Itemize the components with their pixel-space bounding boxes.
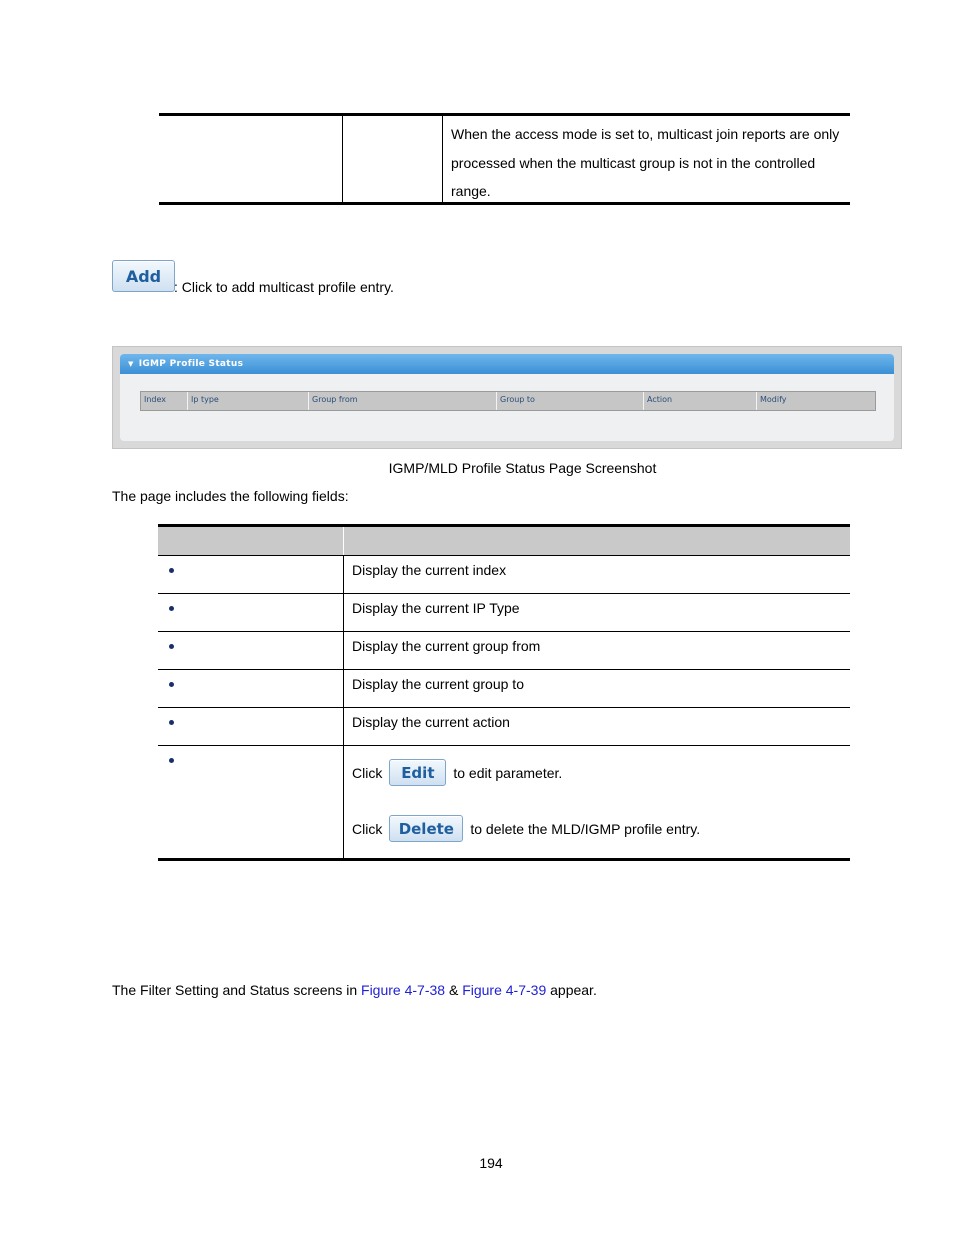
filter-suffix: appear. [550, 982, 597, 998]
column-header-index: Index [141, 392, 188, 410]
field-description: Display the current IP Type [352, 600, 520, 616]
table-bottom-rule [159, 202, 850, 205]
column-header-group-to: Group to [497, 392, 644, 410]
table-cell-object [159, 116, 343, 202]
table-bottom-rule [158, 858, 850, 861]
bullet-icon [169, 758, 174, 763]
column-header-group-from: Group from [309, 392, 497, 410]
table-cell-description: When the access mode is set to, multicast join reports are only processed when the multicast group is not in the controlled range. [451, 126, 840, 199]
igmp-profile-status-screenshot [112, 346, 902, 449]
bullet-cell [158, 594, 344, 631]
filter-paragraph [112, 982, 597, 998]
field-description: Display the current action [352, 714, 510, 730]
table-row [158, 669, 850, 707]
delete-line [352, 815, 700, 842]
column-header-ip-type: Ip type [188, 392, 309, 410]
click-label: Click [352, 820, 383, 837]
bullet-icon [169, 644, 174, 649]
table-row [158, 707, 850, 745]
header-cell-object [158, 527, 344, 555]
bullet-icon [169, 682, 174, 687]
page-number: 194 [479, 1155, 503, 1171]
edit-button[interactable]: Edit [389, 759, 446, 786]
bullet-cell [158, 670, 344, 707]
table-row [158, 631, 850, 669]
edit-line [352, 759, 562, 786]
field-description: Display the current group from [352, 638, 541, 654]
collapse-triangle-icon[interactable]: ▼ [128, 360, 134, 368]
panel [120, 354, 894, 441]
add-button[interactable]: Add [112, 260, 175, 292]
figure-link-39[interactable]: Figure 4-7-39 [462, 982, 547, 998]
bullet-cell [158, 556, 344, 593]
column-header-modify: Modify [760, 395, 787, 404]
delete-button[interactable]: Delete [389, 815, 463, 842]
panel-titlebar [120, 354, 894, 374]
figure-caption: IGMP/MLD Profile Status Page Screenshot [388, 460, 657, 476]
bullet-icon [169, 606, 174, 611]
delete-text: to delete the MLD/IGMP profile entry. [470, 820, 701, 837]
table-row [158, 555, 850, 593]
intro-text: The page includes the following fields: [112, 488, 349, 504]
column-header-action: Action [644, 392, 757, 410]
continued-table [159, 113, 850, 205]
edit-text: to edit parameter. [453, 764, 563, 781]
panel-title: IGMP Profile Status [138, 359, 244, 369]
bullet-cell [158, 746, 344, 858]
fields-table [158, 524, 850, 861]
click-label: Click [352, 764, 383, 781]
bullet-cell [158, 708, 344, 745]
add-description: : Click to add multicast profile entry. [174, 279, 394, 295]
figure-link-38[interactable]: Figure 4-7-38 [361, 982, 446, 998]
bullet-icon [169, 720, 174, 725]
table-row [159, 116, 850, 202]
table-cell-empty [343, 116, 443, 202]
table-row [158, 745, 850, 858]
bullet-cell [158, 632, 344, 669]
field-description: Display the current index [352, 562, 507, 578]
field-description: Display the current group to [352, 676, 524, 692]
profile-table-header [140, 391, 876, 411]
bullet-icon [169, 568, 174, 573]
table-row [158, 593, 850, 631]
filter-prefix: The Filter Setting and Status screens in [112, 982, 358, 998]
ampersand: & [448, 982, 459, 998]
modify-description [344, 746, 850, 858]
table-header [158, 527, 850, 555]
